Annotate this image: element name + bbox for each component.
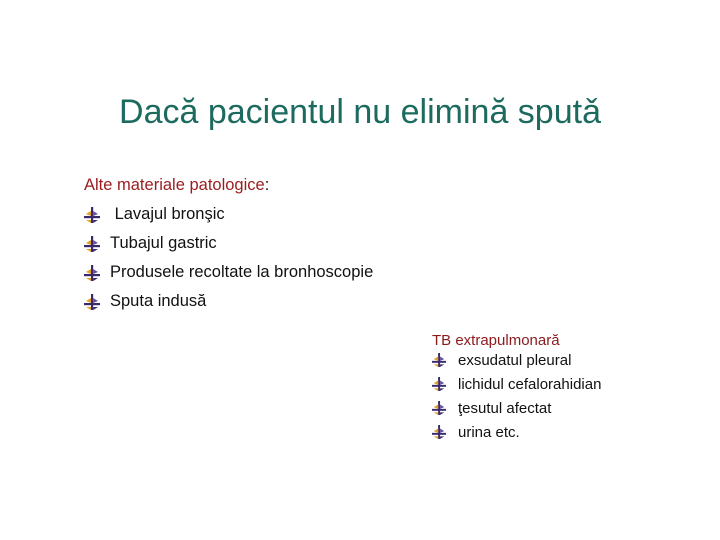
bullet-icon — [432, 425, 446, 439]
bullet-icon — [432, 377, 446, 391]
bullet-icon — [432, 401, 446, 415]
bullet-icon — [84, 236, 100, 252]
bullet-icon — [84, 294, 100, 310]
list-item-text: lichidul cefalorahidian — [458, 375, 602, 393]
left-section-heading-text: Alte materiale patologice — [84, 176, 265, 194]
list-item — [432, 420, 601, 444]
list-item-text: exsudatul pleural — [458, 351, 572, 369]
list-item-text: Sputa indusă — [110, 292, 207, 310]
right-section-list — [432, 348, 601, 444]
list-item — [84, 287, 373, 316]
left-section-heading-colon: : — [264, 176, 270, 194]
bullet-icon — [84, 207, 100, 223]
bullet-icon — [84, 265, 100, 281]
slide-title: Dacă pacientul nu elimină sputǎ — [119, 93, 601, 131]
list-item — [432, 372, 601, 396]
list-item-text: Lavajul bronşic — [110, 205, 225, 223]
list-item-text: urina etc. — [458, 423, 520, 441]
list-item — [432, 396, 601, 420]
bullet-icon — [432, 353, 446, 367]
list-item — [84, 200, 373, 229]
left-section-heading — [84, 174, 269, 196]
list-item — [84, 258, 373, 287]
list-item-text: ţesutul afectat — [458, 399, 552, 417]
left-section-list — [84, 200, 373, 316]
list-item-text: Tubajul gastric — [110, 234, 217, 252]
right-section-heading: TB extrapulmonară — [432, 332, 560, 349]
list-item — [84, 229, 373, 258]
list-item — [432, 348, 601, 372]
list-item-text: Produsele recoltate la bronhoscopie — [110, 263, 374, 281]
